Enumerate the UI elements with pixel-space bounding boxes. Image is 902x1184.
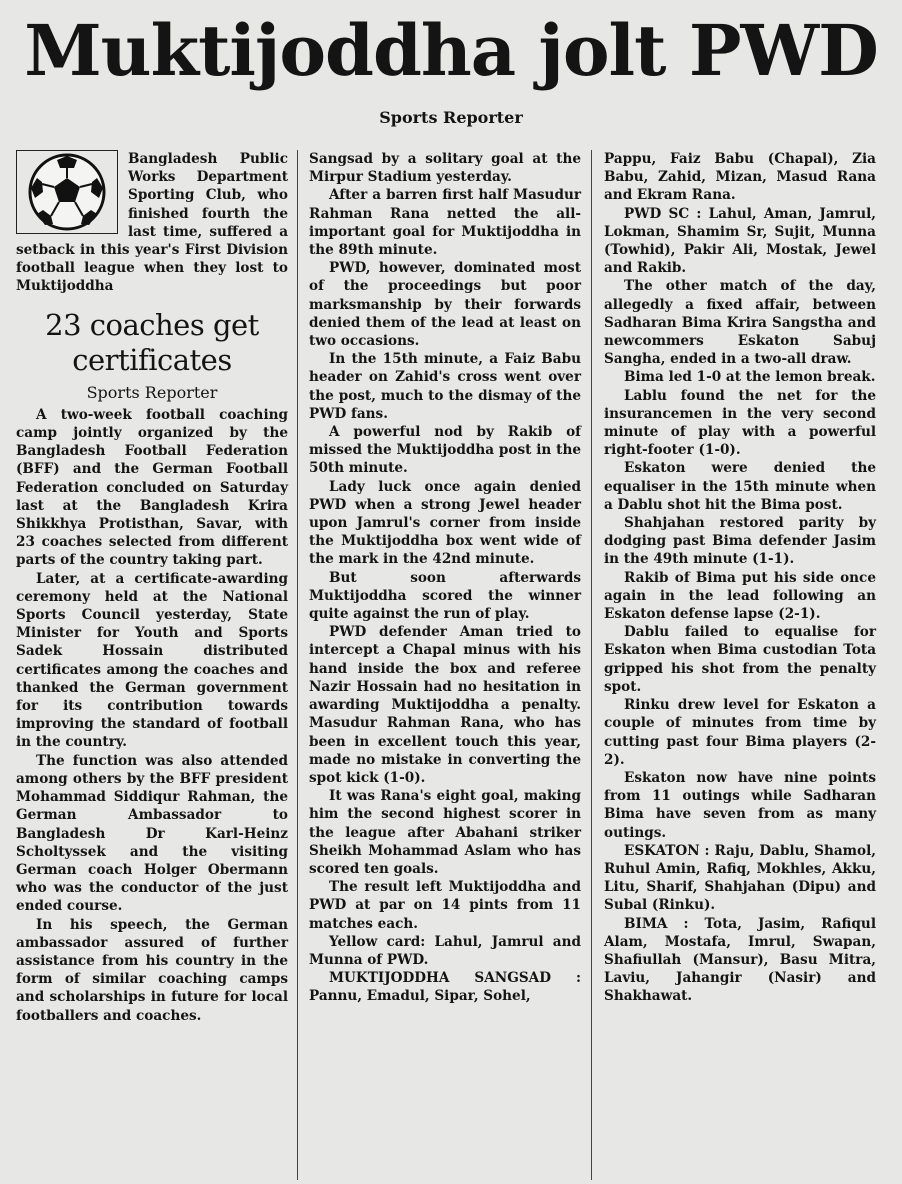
- article-paragraph: PWD SC : Lahul, Aman, Jamrul, Lokman, Shamim Sr, Sujit, Munna (Towhid), Pakir Ali, Mostak, Jewel and Rakib.: [604, 205, 876, 277]
- column-divider: [591, 150, 592, 1180]
- article-paragraph: PWD defender Aman tried to intercept a Chapal minus with his hand inside the box and referee Nazir Hossain had no hesitation in awarding Muktijoddha a penalty. Masudur Rahman Rana, who has been in excellent touch this year, made no mistake in converting the spot kick (1-0).: [309, 624, 581, 786]
- column-divider: [297, 150, 298, 1180]
- article-paragraph: Lady luck once again denied PWD when a strong Jewel header upon Jamrul's corner from inside the Muktijoddha box went wide of the mark in the 42nd minute.: [309, 478, 581, 568]
- article-paragraph: In the 15th minute, a Faiz Babu header on Zahid's cross went over the post, much to the dismay of the PWD fans.: [309, 351, 581, 422]
- article-paragraph: Dablu failed to equalise for Eskaton when Bima custodian Tota gripped his shot from the penalty spot.: [604, 624, 876, 695]
- article-paragraph: MUKTIJODDHA SANGSAD : Pannu, Emadul, Sipar, Sohel,: [309, 970, 581, 1005]
- article-paragraph: Pappu, Faiz Babu (Chapal), Zia Babu, Zahid, Mizan, Masud Rana and Ekram Rana.: [604, 151, 876, 204]
- article-paragraph: Shahjahan restored parity by dodging past Bima defender Jasim in the 49th minute (1-1).: [604, 515, 876, 568]
- main-headline: Muktijoddha jolt PWD: [24, 9, 878, 92]
- side-paragraph: A two-week football coaching camp jointly organized by the Bangladesh Football Federation (BFF) and the German Football Federation concluded on Saturday last at the Bangladesh Krira Shikkhya Protisthan, Savar, with 23 coaches selected from different parts of the country taking part.: [16, 406, 288, 569]
- article-paragraph: After a barren first half Masudur Rahman Rana netted the all-important goal for Muktijoddha in the 89th minute.: [309, 187, 581, 259]
- football-icon: [16, 150, 118, 234]
- article-paragraph: It was Rana's eight goal, making him the second highest scorer in the league after Abahani striker Sheikh Mohammad Aslam who has scored ten goals.: [309, 788, 581, 877]
- article-paragraph: Yellow card: Lahul, Jamrul and Munna of PWD.: [309, 933, 581, 968]
- main-byline: Sports Reporter: [379, 108, 523, 127]
- column-1: [16, 150, 288, 1025]
- article-paragraph: Rakib of Bima put his side once again in the lead following an Eskaton defense lapse (2-1).: [604, 569, 876, 623]
- main-article-lead: Bangladesh Public Works Department Sporting Club, who finished fourth the last time, suffered a setback in this year's First Division football league when they lost to Muktijoddha: [16, 151, 288, 295]
- column-2: [309, 150, 581, 1006]
- article-paragraph: BIMA : Tota, Jasim, Rafiqul Alam, Mostafa, Imrul, Swapan, Shafiullah (Mansur), Basu Mitra, Laviu, Jahangir (Nasir) and Shakhawat.: [604, 915, 876, 1005]
- article-paragraph: The result left Muktijoddha and PWD at par on 14 pints from 11 matches each.: [309, 879, 581, 932]
- article-paragraph: PWD, however, dominated most of the proceedings but poor marksmanship by their forwards denied them of the lead at least on two occasions.: [309, 260, 581, 350]
- article-paragraph: Eskaton now have nine points from 11 outings while Sadharan Bima have seven from as many outings.: [604, 769, 876, 841]
- article-paragraph: Eskaton were denied the equaliser in the 15th minute when a Dablu shot hit the Bima post.: [604, 460, 876, 513]
- article-paragraph: Sangsad by a solitary goal at the Mirpur Stadium yesterday.: [309, 151, 581, 186]
- side-headline: 23 coaches get certificates: [45, 307, 259, 377]
- article-paragraph: ESKATON : Raju, Dablu, Shamol, Ruhul Amin, Rafiq, Mokhles, Akku, Litu, Sharif, Shahjahan (Dipu) and Subal (Rinku).: [604, 842, 876, 914]
- column-3: [604, 150, 876, 1006]
- article-paragraph: Lablu found the net for the insurancemen in the very second minute of play with a powerful right-footer (1-0).: [604, 387, 876, 459]
- article-paragraph: But soon afterwards Muktijoddha scored the winner quite against the run of play.: [309, 569, 581, 623]
- side-paragraph: The function was also attended among others by the BFF president Mohammad Siddiqur Rahman, the German Ambassador to Bangladesh Dr Karl-Heinz Scholtyssek and the visiting German coach Holger Obermann who was the conductor of the just ended course.: [16, 752, 288, 915]
- side-byline: Sports Reporter: [86, 382, 218, 402]
- side-paragraph: Later, at a certificate-awarding ceremony held at the National Sports Council yesterday, State Minister for Youth and Sports Sadek Hossain distributed certificates among the coaches and thanked the German government for its contribution towards improving the standard of football in the country.: [16, 570, 288, 751]
- article-paragraph: The other match of the day, allegedly a fixed affair, between Sadharan Bima Krira Sangstha and newcommers Eskaton Sabuj Sangha, ended in a two-all draw.: [604, 278, 876, 368]
- article-paragraph: Bima led 1-0 at the lemon break.: [624, 369, 876, 386]
- side-paragraph: In his speech, the German ambassador assured of further assistance from his country in the form of similar coaching camps and scholarships in future for local footballers and coaches.: [16, 916, 288, 1024]
- article-paragraph: A powerful nod by Rakib of missed the Muktijoddha post in the 50th minute.: [309, 424, 581, 477]
- article-paragraph: Rinku drew level for Eskaton a couple of minutes from time by cutting past four Bima players (2-2).: [604, 697, 876, 768]
